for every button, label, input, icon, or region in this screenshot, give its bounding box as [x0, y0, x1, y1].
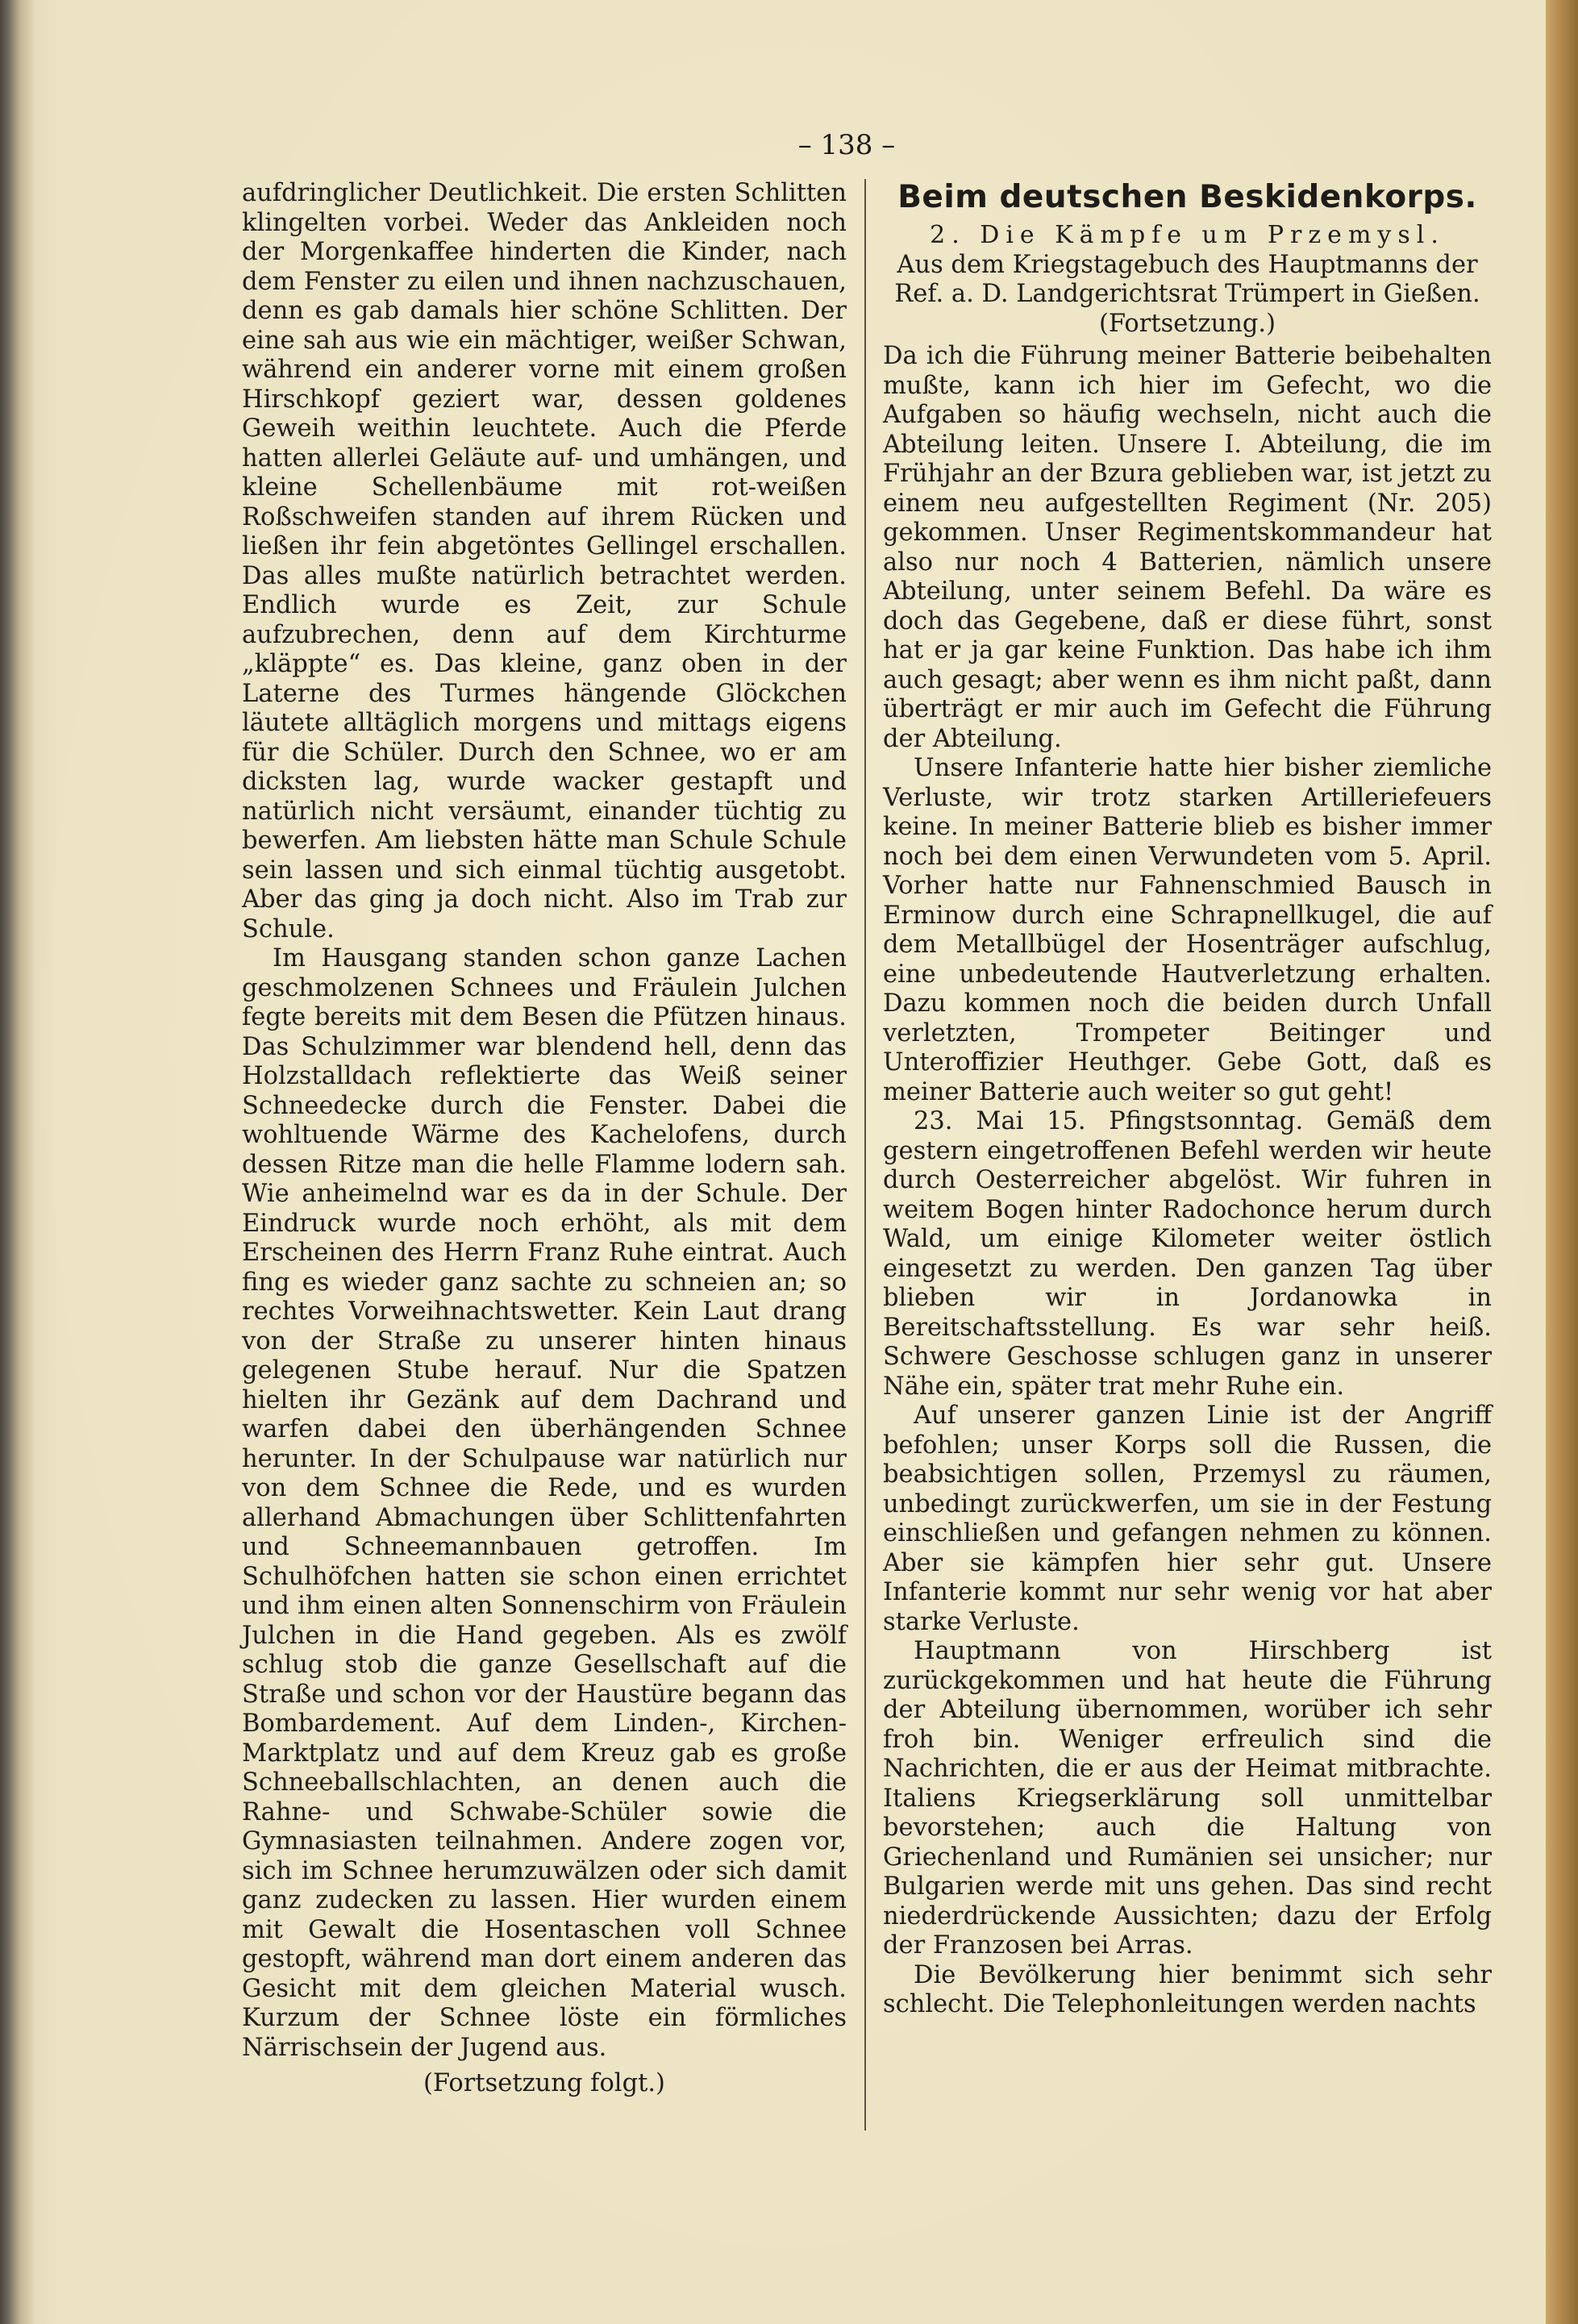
- book-binding-edge: [1546, 0, 1578, 2324]
- left-paragraph-1: aufdringlicher Deutlichkeit. Die ersten Schlitten klingelten vorbei. Weder das Ankleiden noch der Morgenkaffee hinderten die Kinder, nach dem Fenster zu eilen und ihnen nachzuschauen, denn es gab damals hier schöne Schlitten. Der eine sah aus wie ein mächtiger, weißer Schwan, während ein anderer vorne mit einem großen Hirschkopf geziert war, dessen goldenes Geweih weithin leuchtete. Auch die Pferde hatten allerlei Geläute auf- und umhängen, und kleine Schellenbäume mit rot-weißen Roßschweifen standen auf ihrem Rücken und ließen ihr fein abgetöntes Gellingel erschallen. Das alles mußte natürlich betrachtet werden. Endlich wurde es Zeit, zur Schule aufzubrechen, denn auf dem Kirchturme „kläppte“ es. Das kleine, ganz oben in der Laterne des Turmes hängende Glöckchen läutete alltäglich morgens und mittags eigens für die Schüler. Durch den Schnee, wo er am dicksten lag, wurde wacker gestapft und natürlich nicht versäumt, einander tüchtig zu bewerfen. Am liebsten hätte man Schule Schule sein lassen und sich einmal tüchtig ausgetobt. Aber das ging ja doch nicht. Also im Trab zur Schule.: [242, 179, 847, 943]
- page-number: – 138 –: [797, 129, 896, 161]
- continued-label: (Fortsetzung.): [1098, 309, 1276, 338]
- article-subtitle: 2. Die Kämpfe um Przemysl.: [930, 221, 1445, 249]
- right-paragraph-5: Hauptmann von Hirschberg ist zurückgekommen und hat heute die Führung der Abteilung übernommen, worüber ich sehr froh bin. Weniger erfreulich sind die Nachrichten, die er aus der Heimat mitbrachte. Italiens Kriegserklärung soll unmittelbar bevorstehen; auch die Haltung von Griechenland und Rumänien sei unsicher; nur Bulgarien werde mit uns gehen. Das sind recht niederdrückende Aussichten; dazu der Erfolg der Franzosen bei Arras.: [883, 1637, 1492, 1960]
- right-paragraph-4: Auf unserer ganzen Linie ist der Angriff befohlen; unser Korps soll die Russen, die beabsichtigen sollen, Przemysl zu räumen, unbedingt zurückwerfen, um sie in der Festung einschließen und gefangen nehmen zu können. Aber sie kämpfen hier sehr gut. Unsere Infanterie kommt nur sehr wenig vor hat aber starke Verluste.: [883, 1401, 1492, 1636]
- right-paragraph-3: 23. Mai 15. Pfingstsonntag. Gemäß dem gestern eingetroffenen Befehl werden wir heute durch Oesterreicher abgelöst. Wir fuhren in weitem Bogen hinter Radochonce herum durch Wald, um einige Kilometer weiter östlich eingesetzt zu werden. Den ganzen Tag über blieben wir in Jordanowka in Bereitschaftsstellung. Es war sehr heiß. Schwere Geschosse schlugen ganz in unserer Nähe ein, später trat mehr Ruhe ein.: [883, 1107, 1492, 1401]
- right-paragraph-2: Unsere Infanterie hatte hier bisher ziemliche Verluste, wir trotz starken Artilleriefeuers keine. In meiner Batterie blieb es bisher immer noch bei dem einen Verwundeten vom 5. April. Vorher hatte nur Fahnenschmied Bausch in Erminow durch eine Schrapnellkugel, die auf dem Metallbügel der Hosenträger aufschlug, eine unbedeutende Hautverletzung erhalten. Dazu kommen noch die beiden durch Unfall verletzten, Trompeter Beitinger und Unteroffizier Heuthger. Gebe Gott, daß es meiner Batterie auch weiter so gut geht!: [883, 754, 1492, 1106]
- right-column: [883, 179, 1492, 2020]
- article-title: Beim deutschen Beskidenkorps.: [897, 179, 1477, 215]
- left-column: [242, 179, 847, 2099]
- right-paragraph-6: Die Bevölkerung hier benimmt sich sehr schlecht. Die Telephonleitungen werden nachts: [883, 1960, 1492, 2018]
- article-source: Aus dem Kriegstagebuch des Hauptmanns der Ref. a. D. Landgerichtsrat Trümpert in Gießen.: [894, 250, 1480, 308]
- right-paragraph-1: Da ich die Führung meiner Batterie beibehalten mußte, kann ich hier im Gefecht, wo die Aufgaben so häufig wechseln, nicht auch die Abteilung leiten. Unsere I. Abteilung, die im Frühjahr an der Bzura geblieben war, ist jetzt zu einem neu aufgestellten Regiment (Nr. 205) gekommen. Unser Regimentskommandeur hat also nur noch 4 Batterien, nämlich unsere Abteilung, unter seinem Befehl. Da wäre es doch das Gegebene, daß er diese führt, sonst hat er ja gar keine Funktion. Das habe ich ihm auch gesagt; aber wenn es ihm nicht paßt, dann überträgt er mir auch im Gefecht die Führung der Abteilung.: [883, 342, 1492, 753]
- column-divider: [864, 179, 866, 2130]
- left-paragraph-2: Im Hausgang standen schon ganze Lachen geschmolzenen Schnees und Fräulein Julchen fegte bereits mit dem Besen die Pfützen hinaus. Das Schulzimmer war blendend hell, denn das Holzstalldach reflektierte das Weiß seiner Schneedecke durch die Fenster. Dabei die wohltuende Wärme des Kachelofens, durch dessen Ritze man die helle Flamme lodern sah. Wie anheimelnd war es da in der Schule. Der Eindruck wurde noch erhöht, als mit dem Erscheinen des Herrn Franz Ruhe eintrat. Auch fing es wieder ganz sachte zu schneien an; so rechtes Vorweihnachtswetter. Kein Laut drang von der Straße zu unserer hinten hinaus gelegenen Stube herauf. Nur die Spatzen hielten ihr Gezänk auf dem Dachrand und warfen dabei den überhängenden Schnee herunter. In der Schulpause war natürlich nur von dem Schnee die Rede, und es wurden allerhand Abmachungen über Schlittenfahrten und Schneemannbauen getroffen. Im Schulhöfchen hatten sie schon einen errichtet und ihm einen alten Sonnenschirm von Fräulein Julchen in die Hand gegeben. Als es zwölf schlug stob die ganze Gesellschaft auf die Straße und schon vor der Haustüre begann das Bombardement. Auf dem Linden-, Kirchen- Marktplatz und auf dem Kreuz gab es große Schneeballschlachten, an denen auch die Rahne- und Schwabe-Schüler sowie die Gymnasiasten teilnahmen. Andere zogen vor, sich im Schnee herumzuwälzen oder sich damit ganz zudecken zu lassen. Hier wurden einem mit Gewalt die Hosentaschen voll Schnee gestopft, während man dort einem anderen das Gesicht mit dem gleichen Material wusch. Kurzum der Schnee löste ein förmliches Närrischsein der Jugend aus.: [242, 944, 847, 2062]
- continuation-note: (Fortsetzung folgt.): [423, 2069, 665, 2097]
